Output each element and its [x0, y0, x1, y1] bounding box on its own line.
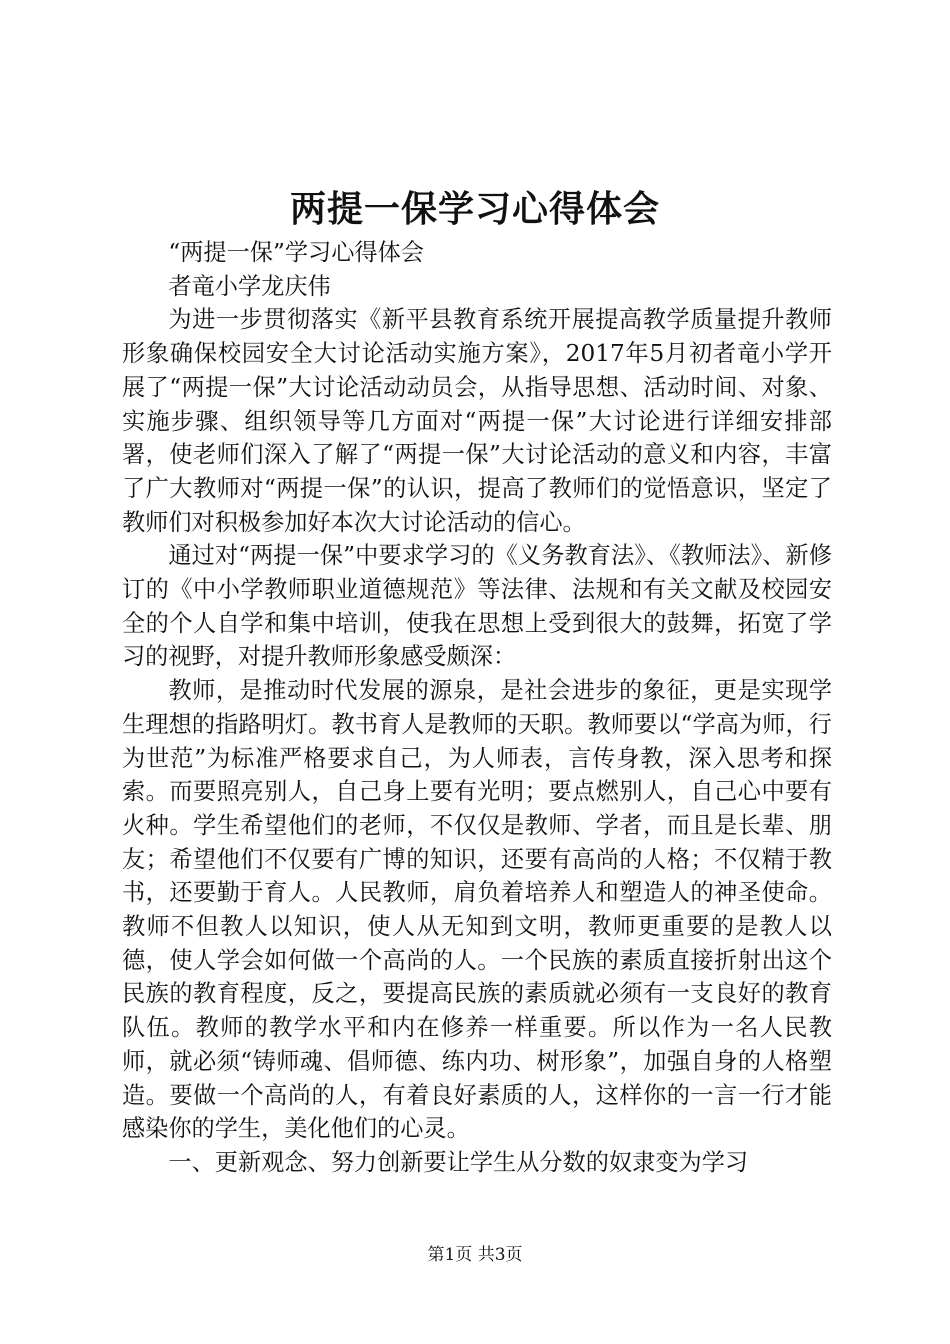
paragraph: 教师，是推动时代发展的源泉，是社会进步的象征，更是实现学生理想的指路明灯。教书育人是教师的天职。教师要以“学高为师，行为世范”为标准严格要求自己，为人师表，言传身教，深入思考和探索。而要照亮别人，自己身上要有光明；要点燃别人，自己心中要有火种。学生希望他们的老师，不仅仅是教师、学者，而且是长辈、朋友；希望他们不仅要有广博的知识，还要有高尚的人格；不仅精于教书，还要勤于育人。人民教师，肩负着培养人和塑造人的神圣使命。教师不但教人以知识，使人从无知到文明，教师更重要的是教人以德，使人学会如何做一个高尚的人。一个民族的素质直接折射出这个民族的教育程度，反之，要提高民族的素质就必须有一支良好的教育队伍。教师的教学水平和内在修养一样重要。所以作为一名人民教师，就必须“铸师魂、倡师德、练内功、树形象”，加强自身的人格塑造。要做一个高尚的人，有着良好素质的人，这样你的一言一行才能感染你的学生，美化他们的心灵。	[122, 677, 832, 1143]
page-footer	[0, 1243, 950, 1267]
page-indicator: 第1页 共3页	[427, 1245, 523, 1265]
document-subtitle: “两提一保”学习心得体会	[168, 239, 424, 266]
paragraph: 一、更新观念、努力创新要让学生从分数的奴隶变为学习	[168, 1148, 749, 1176]
document-body	[122, 236, 832, 1180]
paragraph: 通过对“两提一保”中要求学习的《义务教育法》、《教师法》、新修订的《中小学教师职业道德规范》等法律、法规和有关文献及校园安全的个人自学和集中培训，使我在思想上受到很大的鼓舞，拓宽了学习的视野，对提升教师形象感受颇深：	[122, 542, 832, 671]
paragraph: 为进一步贯彻落实《新平县教育系统开展提高教学质量提升教师形象确保校园安全大讨论活动实施方案》，2017年5月初者竜小学开展了“两提一保”大讨论活动动员会，从指导思想、活动时间、对象、实施步骤、组织领导等几方面对“两提一保”大讨论进行详细安排部署，使老师们深入了解了“两提一保”大讨论活动的意义和内容，丰富了广大教师对“两提一保”的认识，提高了教师们的觉悟意识，坚定了教师们对积极参加好本次大讨论活动的信心。	[122, 306, 832, 536]
document-title: 两提一保学习心得体会	[289, 188, 660, 230]
document-author: 者竜小学龙庆伟	[168, 272, 331, 300]
